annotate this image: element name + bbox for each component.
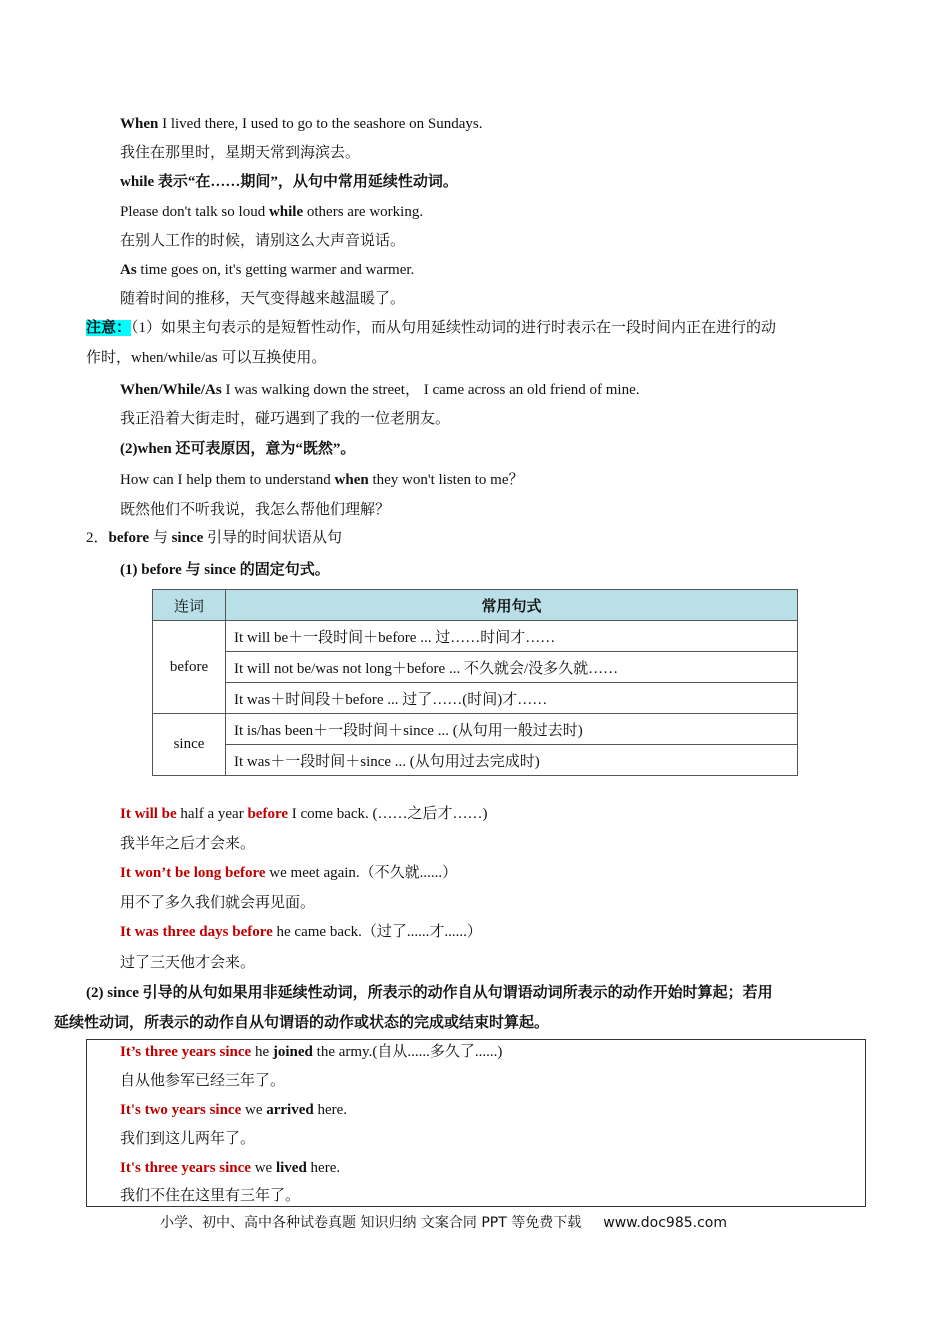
table-cell-pattern: It was＋一段时间＋since ... (从句用过去完成时) — [226, 745, 798, 776]
table-row — [153, 683, 798, 714]
fixed-patterns-table — [152, 589, 798, 776]
example-before-2: It won’t be long before we meet again.（不久就......） — [120, 865, 458, 881]
table-row — [153, 714, 798, 745]
since-example-2: It's two years since we arrived here. — [120, 1102, 348, 1118]
table-cell-pattern: It will not be/was not long＋before ... 不久就会/没多久就…… — [226, 652, 798, 683]
table-cell-before: before — [153, 621, 226, 714]
table-cell-since: since — [153, 714, 226, 776]
table-cell-pattern: It will be＋一段时间＋before ... 过……时间才…… — [226, 621, 798, 652]
footer-url[interactable]: www.doc985.com — [603, 1215, 727, 1231]
since-example-1-translation: 自从他参军已经三年了。 — [120, 1073, 286, 1089]
line-while-rule: while 表示“在……期间”，从句中常用延续性动词。 — [120, 174, 458, 190]
line-when-reason-rule: (2)when 还可表原因，意为“既然”。 — [120, 441, 356, 457]
note-line-2: 作时，when/while/as 可以互换使用。 — [86, 350, 327, 366]
since-examples-box — [86, 1039, 866, 1207]
line-when-reason-example: How can I help them to understand when they won't listen to me？ — [120, 472, 524, 488]
example-before-1-translation: 我半年之后才会来。 — [120, 836, 256, 852]
table-row — [153, 745, 798, 776]
subsection-2-line-2: 延续性动词，所表示的动作自从句谓语的动作或状态的完成或结束时算起。 — [54, 1015, 550, 1031]
subsection-1-heading: (1) before 与 since 的固定句式。 — [120, 562, 330, 578]
table-header-row — [153, 590, 798, 621]
note-label: 注意： — [86, 320, 132, 336]
subsection-2-line-1: (2) since 引导的从句如果用非延续性动词，所表示的动作自从句谓语动词所表示的动作开始时算起；若用 — [86, 985, 773, 1001]
table-cell-pattern: It is/has been＋一段时间＋since ... (从句用一般过去时) — [226, 714, 798, 745]
note-line-1: 注意：（1）如果主句表示的是短暂性动作，而从句用延续性动词的进行时表示在一段时间内正在进行的动 — [86, 320, 777, 336]
line-as-translation: 随着时间的推移，天气变得越来越温暖了。 — [120, 291, 406, 307]
table-row — [153, 621, 798, 652]
line-when-while-as-example: When/While/As I was walking down the street， I came across an old friend of mine. — [120, 382, 640, 398]
example-before-3-translation: 过了三天他才会来。 — [120, 955, 256, 971]
since-example-1: It’s three years since he joined the army.(自从......多久了......) — [120, 1044, 503, 1060]
table-cell-pattern: It was＋时间段＋before ... 过了……(时间)才…… — [226, 683, 798, 714]
line-when-translation: 我住在那里时，星期天常到海滨去。 — [120, 145, 361, 161]
line-as-example: As time goes on, it's getting warmer and warmer. — [120, 262, 415, 278]
line-while-example: Please don't talk so loud while others are working. — [120, 204, 424, 220]
footer-text: 小学、初中、高中各种试卷真题 知识归纳 文案合同 PPT 等免费下载 — [160, 1215, 582, 1231]
since-example-2-translation: 我们到这儿两年了。 — [120, 1131, 256, 1147]
table-header-pattern: 常用句式 — [226, 590, 798, 621]
table-header-conjunction: 连词 — [153, 590, 226, 621]
line-when-reason-translation: 既然他们不听我说，我怎么帮他们理解？ — [120, 502, 391, 518]
since-example-3-translation: 我们不住在这里有三年了。 — [120, 1188, 301, 1204]
line-when-while-as-translation: 我正沿着大街走时，碰巧遇到了我的一位老朋友。 — [120, 411, 451, 427]
section-2-heading: 2．before 与 since 引导的时间状语从句 — [86, 530, 343, 546]
example-before-2-translation: 用不了多久我们就会再见面。 — [120, 895, 316, 911]
page-footer — [160, 1212, 727, 1232]
example-before-1: It will be half a year before I come back. (……之后才……) — [120, 806, 488, 822]
example-before-3: It was three days before he came back.（过了......才......） — [120, 924, 482, 940]
since-example-3: It's three years since we lived here. — [120, 1160, 341, 1176]
line-when-example: When I lived there, I used to go to the seashore on Sundays. — [120, 116, 483, 132]
line-while-translation: 在别人工作的时候，请别这么大声音说话。 — [120, 233, 406, 249]
table-row — [153, 652, 798, 683]
